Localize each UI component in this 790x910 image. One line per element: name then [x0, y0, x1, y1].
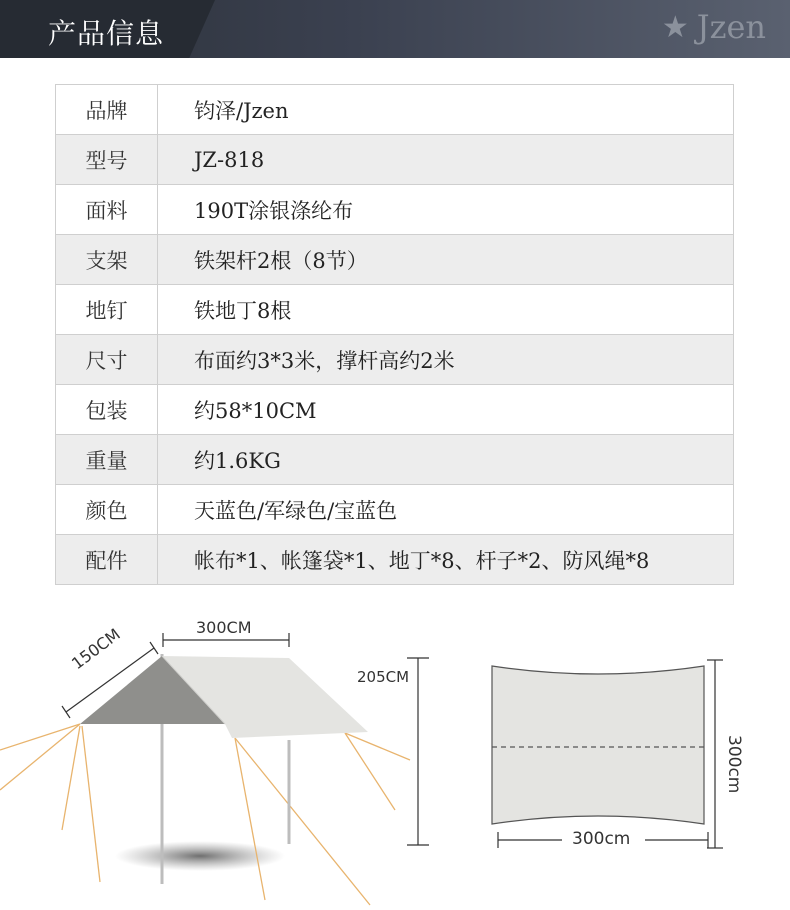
- spec-row: [56, 235, 734, 285]
- spec-row: [56, 535, 734, 585]
- tent-height-label: 205CM: [357, 668, 410, 686]
- spec-key: 型号: [56, 135, 158, 185]
- spec-key: 包装: [56, 385, 158, 435]
- height-dimension: [407, 658, 429, 845]
- spec-key: 地钉: [56, 285, 158, 335]
- tent-depth-label: 150CM: [68, 624, 124, 674]
- flat-tarp: [492, 666, 704, 824]
- spec-row: [56, 385, 734, 435]
- spec-row: [56, 285, 734, 335]
- spec-value: 布面约3*3米，撑杆高约2米: [158, 335, 734, 385]
- spec-key: 尺寸: [56, 335, 158, 385]
- spec-row: [56, 435, 734, 485]
- spec-value: 帐布*1、帐篷袋*1、地丁*8、杆子*2、防风绳*8: [158, 535, 734, 585]
- spec-key: 重量: [56, 435, 158, 485]
- ground-shadow: [115, 841, 285, 871]
- spec-key: 品牌: [56, 85, 158, 135]
- section-title: 产品信息: [48, 17, 165, 50]
- dimension-diagram: [0, 600, 790, 910]
- spec-value: JZ-818: [158, 135, 734, 185]
- brand-name: Jzen: [696, 8, 766, 46]
- spec-value: 钧泽/Jzen: [158, 85, 734, 135]
- spec-table: [55, 84, 734, 585]
- spec-value: 铁架杆2根（8节）: [158, 235, 734, 285]
- spec-key: 配件: [56, 535, 158, 585]
- flat-length-dimension: [707, 660, 723, 848]
- spec-row: [56, 185, 734, 235]
- spec-value: 190T涂银涤纶布: [158, 185, 734, 235]
- spec-key: 颜色: [56, 485, 158, 535]
- spec-key: 支架: [56, 235, 158, 285]
- tent-width-label: 300CM: [196, 618, 252, 637]
- brand-mark: [662, 8, 766, 46]
- star-icon: ★: [661, 9, 689, 45]
- spec-row: [56, 135, 734, 185]
- spec-value: 铁地丁8根: [158, 285, 734, 335]
- spec-value: 约58*10CM: [158, 385, 734, 435]
- spec-value: 约1.6KG: [158, 435, 734, 485]
- tent-illustration: [0, 600, 790, 910]
- spec-row: [56, 485, 734, 535]
- flat-length-label: 300cm: [724, 735, 744, 794]
- guy-ropes: [0, 724, 410, 905]
- spec-value: 天蓝色/军绿色/宝蓝色: [158, 485, 734, 535]
- spec-key: 面料: [56, 185, 158, 235]
- flat-width-label: 300cm: [572, 829, 631, 849]
- spec-row: [56, 335, 734, 385]
- spec-row: [56, 85, 734, 135]
- header-banner: [0, 0, 790, 58]
